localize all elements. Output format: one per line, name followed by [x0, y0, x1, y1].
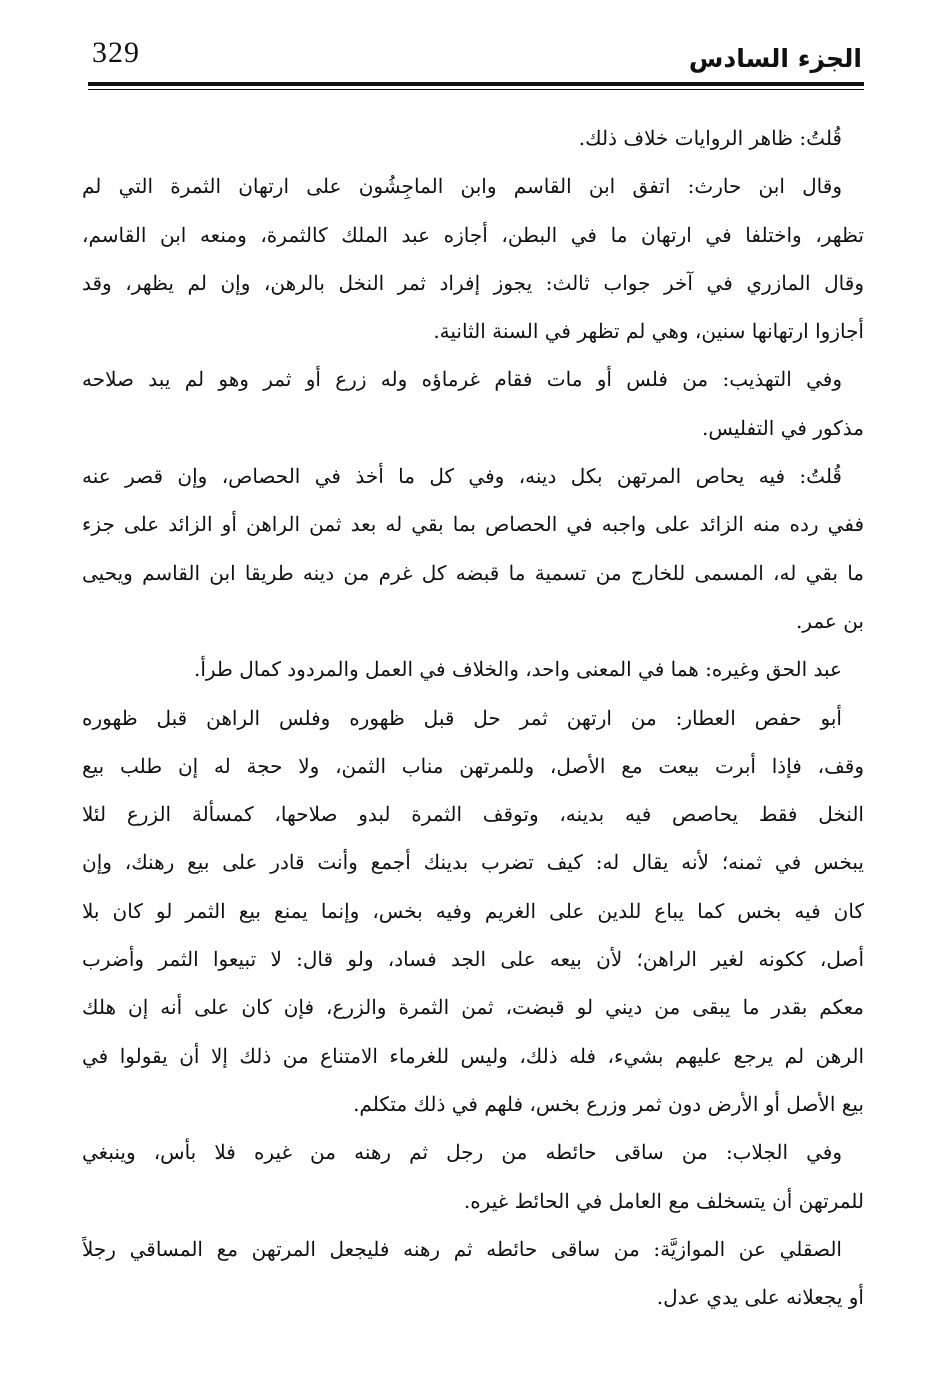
text-line: وقال المازري في آخر جواب ثالث: يجوز إفراد ثمر النخل بالرهن، وإن لم يظهر، وقد — [82, 270, 864, 295]
page-number: 329 — [92, 36, 140, 69]
text-line: أبو حفص العطار: من ارتهن ثمر حل قبل ظهوره وفلس الراهن قبل ظهوره — [82, 705, 842, 730]
text-line: عبد الحق وغيره: هما في المعنى واحد، والخلاف في العمل والمردود كمال طرأ. — [193, 657, 842, 682]
paragraph-8 — [82, 1225, 864, 1322]
paragraph-2 — [82, 162, 864, 355]
text-line: وقال ابن حارث: اتفق ابن القاسم وابن الماجِشُون على ارتهان الثمرة التي لم — [82, 174, 842, 199]
page-header — [88, 30, 864, 86]
text-line: قُلتُ: ظاهر الروايات خلاف ذلك. — [578, 126, 842, 150]
paragraph-6 — [82, 694, 864, 1129]
text-line: ما بقي له، المسمى للخارج من تسمية ما قبضه كل غرم من دينه طريقا ابن القاسم ويحيى — [82, 560, 864, 585]
text-line: بيع الأصل أو الأرض دون ثمر وزرع بخس، فلهم في ذلك متكلم. — [353, 1091, 864, 1116]
header-rule-thick — [88, 82, 864, 86]
text-line: ففي رده منه الزائد على واجبه في الحصاص بما بقي له بعد ثمن الراهن أو الزائد على جزء — [82, 512, 864, 537]
running-title: الجزء السادس — [688, 44, 862, 73]
text-line: أو يجعلانه على يدي عدل. — [656, 1285, 864, 1310]
paragraph-7 — [82, 1128, 864, 1225]
text-line: معكم بقدر ما يبقى من ديني لو قبضت، ثمن الثمرة والزرع، فإن كان على أنه إن هلك — [82, 995, 864, 1020]
text-line: أصل، ككونه لغير الراهن؛ لأن بيعه على الجد فساد، ولو قال: لا تبيعوا الثمر وأضرب — [82, 947, 864, 972]
text-line: الصقلي عن الموازيَّة: من ساقى حائطه ثم رهنه فليجعل المرتهن مع المساقي رجلاً — [82, 1236, 842, 1261]
text-line: للمرتهن أن يتسخلف مع العامل في الحائط غيره. — [463, 1188, 864, 1213]
text-line: وقف، فإذا أبرت بيعت مع الأصل، وللمرتهن مناب الثمن، ولا حجة له إن طلب بيع — [82, 753, 864, 778]
text-line: أجازوا ارتهانها سنين، وهي لم تظهر في السنة الثانية. — [433, 319, 864, 344]
paragraph-4 — [82, 452, 864, 645]
text-line: يبخس في ثمنه؛ لأنه يقال له: كيف تضرب بدينك أجمع وأنت قادر على بيع رهنك، وإن — [82, 850, 864, 875]
paragraph-1 — [82, 114, 864, 162]
paragraph-3 — [82, 355, 864, 452]
text-line: كان فيه بخس كما يباع للدين على الغريم وفيه بخس، وإنما يمنع بيع الثمر لو كان بلا — [82, 898, 864, 923]
text-body — [82, 114, 864, 1321]
paragraph-5 — [82, 645, 864, 693]
text-line: وفي التهذيب: من فلس أو مات فقام غرماؤه وله زرع أو ثمر وهو لم يبد صلاحه — [82, 367, 842, 392]
text-line: بن عمر. — [795, 608, 864, 633]
text-line: الرهن لم يرجع عليهم بشيء، فله ذلك، وليس للغرماء الامتناع من ذلك إلا أن يقولوا في — [82, 1043, 864, 1068]
text-line: وفي الجلاب: من ساقى حائطه من رجل ثم رهنه من غيره فلا بأس، وينبغي — [82, 1140, 842, 1165]
header-rule-thin — [88, 89, 864, 90]
text-line: قُلتُ: فيه يحاص المرتهن بكل دينه، وفي كل ما أخذ في الحصاص، وإن قصر عنه — [82, 464, 842, 489]
text-line: مذكور في التفليس. — [702, 415, 864, 440]
text-line: تظهر، واختلفا في ارتهان ما في البطن، أجازه عبد الملك كالثمرة، ومنعه ابن القاسم، — [82, 222, 864, 247]
text-line: النخل فقط يحاصص فيه بدينه، وتوقف الثمرة لبدو صلاحها، كمسألة الزرع لئلا — [82, 802, 864, 827]
